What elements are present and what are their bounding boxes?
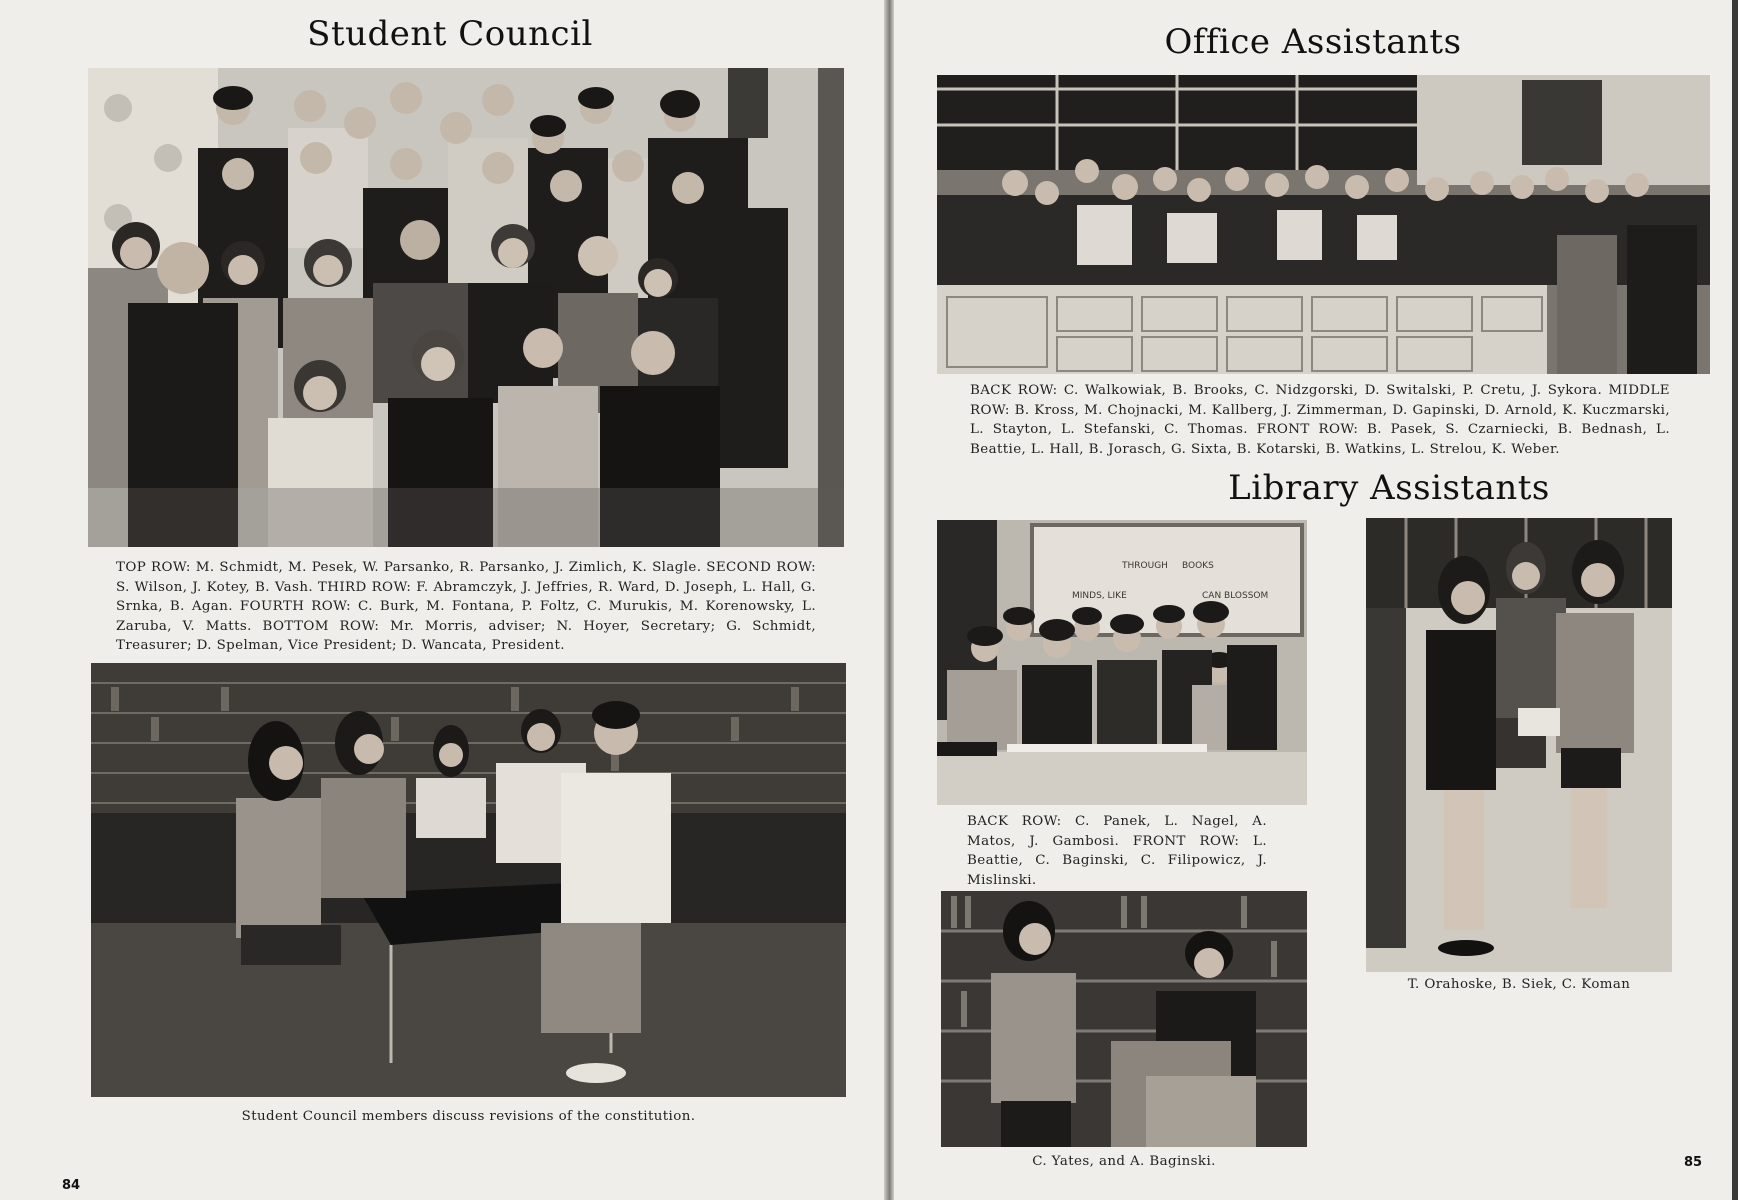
binder-edge — [1732, 0, 1738, 1200]
student-council-group-photo — [88, 68, 844, 547]
bulletin-text-minds: MINDS, LIKE — [1072, 591, 1127, 601]
page-number-left: 84 — [62, 1178, 81, 1193]
bulletin-text-through: THROUGH — [1122, 561, 1168, 571]
library-assistants-roster: BACK ROW: C. Panek, L. Nagel, A. Matos, J. Gambosi. FRONT ROW: L. Beattie, C. Baginski, C. Filipowicz, J. Mislinski. — [967, 814, 1267, 888]
student-council-title: Student Council — [307, 14, 593, 54]
office-assistants-photo — [937, 75, 1710, 374]
meeting-caption: Student Council members discuss revisions of the constitution. — [241, 1109, 696, 1124]
library-assistants-title: Library Assistants — [1228, 468, 1550, 508]
office-assistants-title: Office Assistants — [1164, 22, 1462, 62]
stacks-caption: C. Yates, and A. Baginski. — [1032, 1154, 1216, 1169]
library-stacks-photo — [941, 891, 1307, 1147]
student-council-roster: TOP ROW: M. Schmidt, M. Pesek, W. Parsanko, R. Parsanko, J. Zimlich, K. Slagle. SECOND ROW: S. Wilson, J. Kotey, B. Vash. THIRD ROW: F. Abramczyk, J. Jeffries, R. Ward, D. Joseph, L. Hall, G. Srnka, B. Agan. FOURTH ROW: C. Burk, M. Fontana, P. Foltz, C. Murukis, M. Korenowsky, L. Zaruba, V. Matts. BOTTOM ROW: Mr. Morris, adviser; N. Hoyer, Secretary; G. Schmidt, Treasurer; D. Spelman, Vice President; D. Wancata, President. — [116, 560, 816, 654]
right-page — [894, 0, 1738, 1200]
page-number-right: 85 — [1684, 1155, 1703, 1170]
book-gutter — [884, 0, 894, 1200]
bulletin-text-books: BOOKS — [1182, 561, 1214, 571]
trio-library-photo — [1366, 518, 1672, 972]
student-council-meeting-photo — [91, 663, 846, 1097]
trio-caption: T. Orahoske, B. Siek, C. Koman — [1407, 977, 1631, 992]
library-assistants-photo — [937, 520, 1307, 805]
office-assistants-roster: BACK ROW: C. Walkowiak, B. Brooks, C. Nidzgorski, D. Switalski, P. Cretu, J. Sykora. MIDDLE ROW: B. Kross, M. Chojnacki, M. Kallberg, J. Zimmerman, D. Gapinski, D. Arnold, K. Kuczmarski, L. Stayton, L. Stefanski, C. Thomas. FRONT ROW: B. Pasek, S. Czarniecki, B. Bednash, L. Beattie, L. Hall, B. Jorasch, G. Sixta, B. Kotarski, B. Watkins, L. Strelou, K. Weber. — [970, 383, 1670, 457]
bulletin-text-blossom: CAN BLOSSOM — [1202, 591, 1269, 601]
